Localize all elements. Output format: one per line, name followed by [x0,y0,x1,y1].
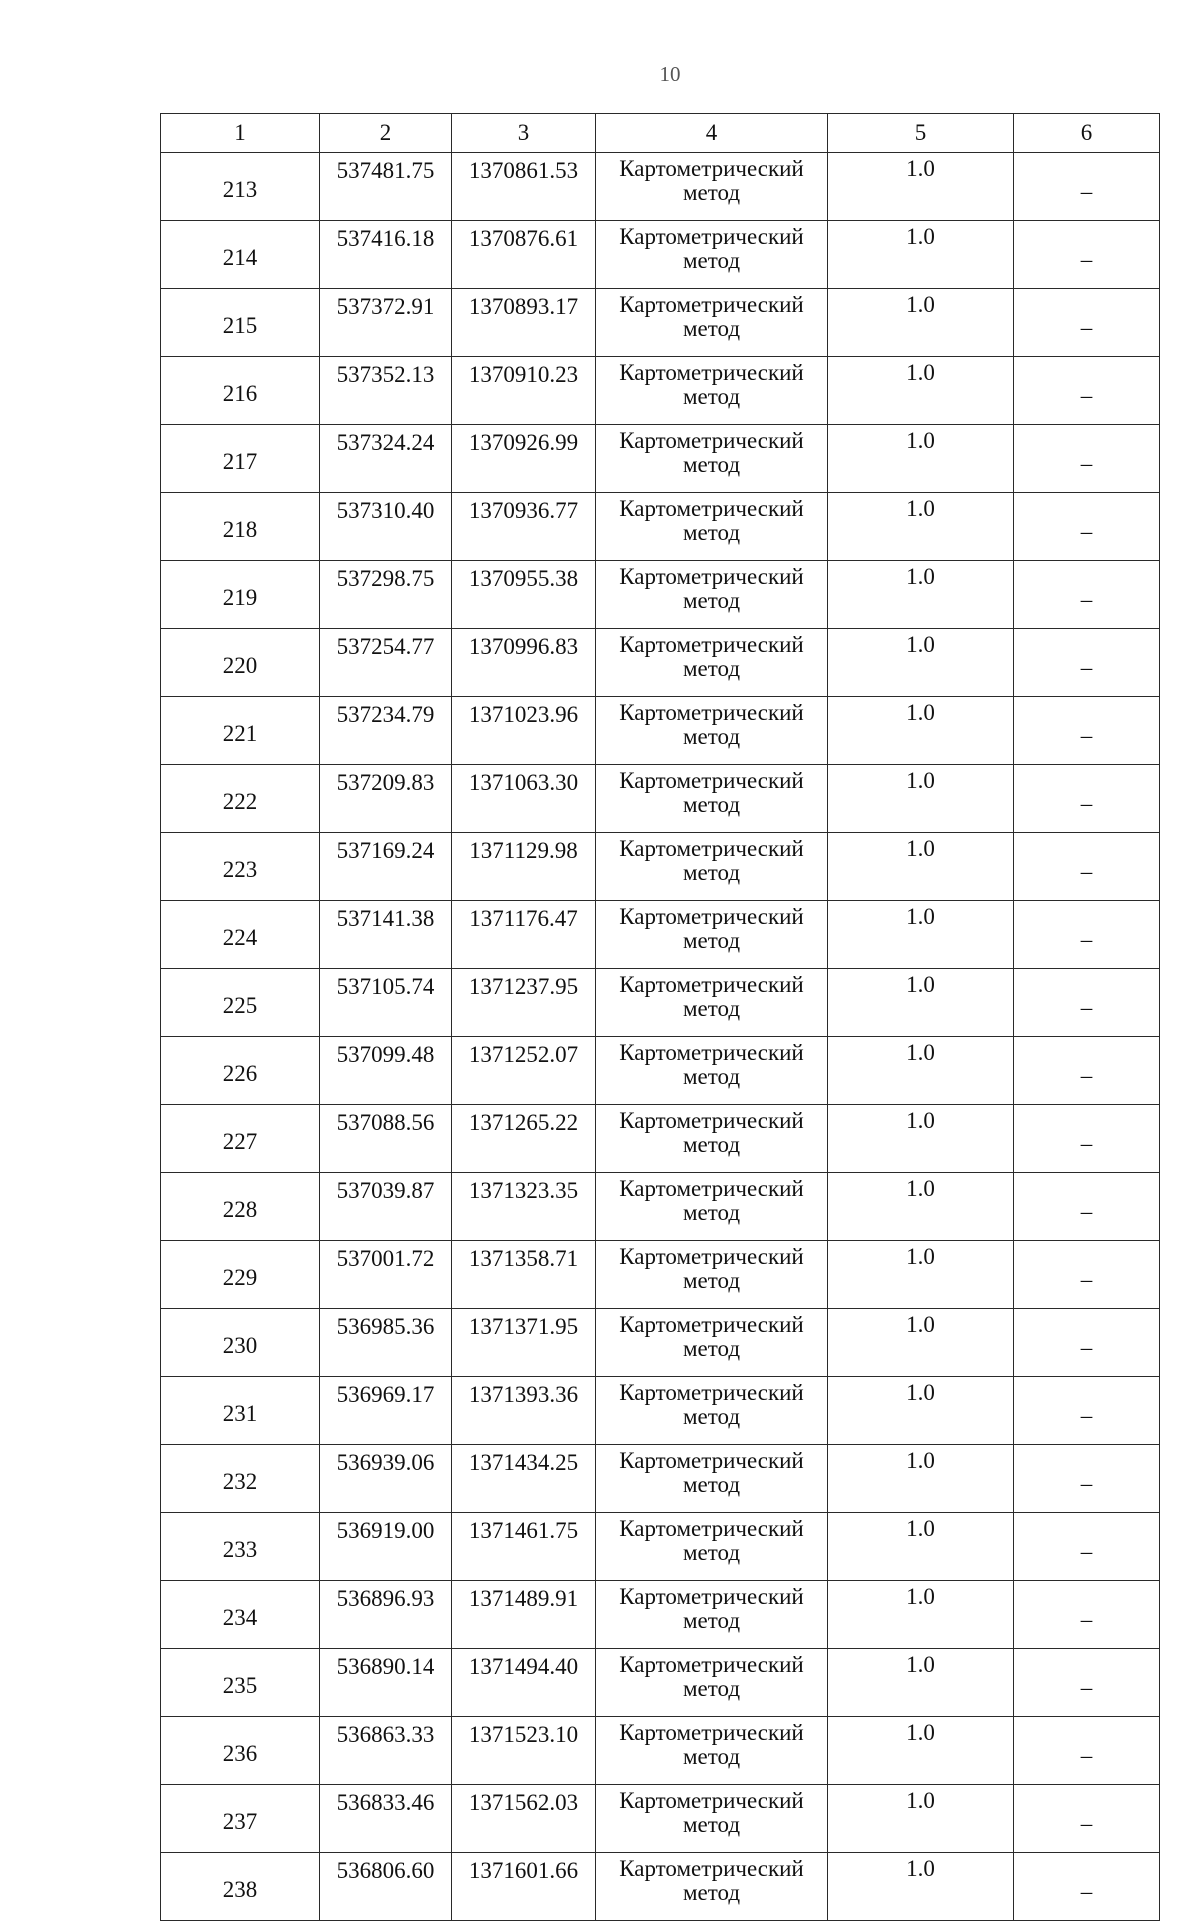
coordinate-x: 537416.18 [320,221,452,289]
accuracy-value: 1.0 [828,1853,1014,1921]
point-number: 216 [161,357,320,425]
method-line-1: Картометрический [619,1720,804,1745]
note-dash: – [1014,833,1160,901]
point-number: 219 [161,561,320,629]
method-cell [596,153,828,221]
coordinate-y: 1370910.23 [452,357,596,425]
method-line-1: Картометрический [619,972,804,997]
accuracy-value: 1.0 [828,221,1014,289]
accuracy-value: 1.0 [828,1717,1014,1785]
method-line-1: Картометрический [619,1312,804,1337]
point-number: 223 [161,833,320,901]
coordinate-x: 537099.48 [320,1037,452,1105]
coordinate-x: 537001.72 [320,1241,452,1309]
coordinate-y: 1370876.61 [452,221,596,289]
method-line-2: метод [682,316,741,342]
table-row [161,833,1160,901]
coordinate-x: 537039.87 [320,1173,452,1241]
method-line-2: метод [682,384,741,410]
method-line-2: метод [682,656,741,682]
point-number: 214 [161,221,320,289]
method-cell [596,289,828,357]
accuracy-value: 1.0 [828,1785,1014,1853]
accuracy-value: 1.0 [828,1105,1014,1173]
method-line-1: Картометрический [619,768,804,793]
accuracy-value: 1.0 [828,425,1014,493]
method-cell [596,1717,828,1785]
method-line-2: метод [682,1472,741,1498]
note-dash: – [1014,1649,1160,1717]
header-col-6: 6 [1014,114,1160,153]
method-line-2: метод [682,1608,741,1634]
method-line-2: метод [682,1336,741,1362]
accuracy-value: 1.0 [828,1445,1014,1513]
method-cell [596,629,828,697]
note-dash: – [1014,153,1160,221]
note-dash: – [1014,697,1160,765]
accuracy-value: 1.0 [828,561,1014,629]
note-dash: – [1014,901,1160,969]
accuracy-value: 1.0 [828,765,1014,833]
note-dash: – [1014,289,1160,357]
method-line-2: метод [682,1880,741,1906]
point-number: 224 [161,901,320,969]
accuracy-value: 1.0 [828,1173,1014,1241]
point-number: 233 [161,1513,320,1581]
method-line-1: Картометрический [619,564,804,589]
accuracy-value: 1.0 [828,153,1014,221]
coordinate-x: 537352.13 [320,357,452,425]
accuracy-value: 1.0 [828,1309,1014,1377]
method-line-1: Картометрический [619,1108,804,1133]
coordinate-x: 537234.79 [320,697,452,765]
coordinate-y: 1371265.22 [452,1105,596,1173]
method-cell [596,1037,828,1105]
note-dash: – [1014,357,1160,425]
table-row [161,1309,1160,1377]
table-row [161,1377,1160,1445]
method-line-1: Картометрический [619,700,804,725]
coordinate-x: 537372.91 [320,289,452,357]
method-cell [596,1785,828,1853]
method-cell [596,357,828,425]
point-number: 226 [161,1037,320,1105]
accuracy-value: 1.0 [828,493,1014,561]
method-line-1: Картометрический [619,496,804,521]
point-number: 229 [161,1241,320,1309]
method-line-1: Картометрический [619,360,804,385]
table-header [161,114,1160,153]
coordinate-y: 1370893.17 [452,289,596,357]
coordinate-y: 1371129.98 [452,833,596,901]
note-dash: – [1014,1377,1160,1445]
table-row [161,357,1160,425]
method-line-2: метод [682,996,741,1022]
table-row [161,1853,1160,1921]
coordinate-x: 537169.24 [320,833,452,901]
coordinate-y: 1371434.25 [452,1445,596,1513]
point-number: 236 [161,1717,320,1785]
accuracy-value: 1.0 [828,629,1014,697]
note-dash: – [1014,425,1160,493]
coordinate-y: 1370936.77 [452,493,596,561]
coordinate-y: 1371371.95 [452,1309,596,1377]
coordinates-table [160,113,1160,1921]
accuracy-value: 1.0 [828,357,1014,425]
point-number: 234 [161,1581,320,1649]
method-line-2: метод [682,1812,741,1838]
coordinate-y: 1370861.53 [452,153,596,221]
method-line-1: Картометрический [619,1176,804,1201]
method-line-2: метод [682,520,741,546]
method-line-2: метод [682,860,741,886]
method-cell [596,1445,828,1513]
coordinate-y: 1371523.10 [452,1717,596,1785]
table-row [161,1105,1160,1173]
method-line-1: Картометрический [619,1788,804,1813]
accuracy-value: 1.0 [828,901,1014,969]
coordinate-x: 537481.75 [320,153,452,221]
method-line-2: метод [682,452,741,478]
coordinate-x: 536833.46 [320,1785,452,1853]
coordinate-y: 1371461.75 [452,1513,596,1581]
method-cell [596,969,828,1037]
method-line-1: Картометрический [619,632,804,657]
method-cell [596,1581,828,1649]
coordinate-x: 536806.60 [320,1853,452,1921]
table-row [161,153,1160,221]
method-line-2: метод [682,792,741,818]
coordinate-x: 536890.14 [320,1649,452,1717]
accuracy-value: 1.0 [828,1581,1014,1649]
method-cell [596,1309,828,1377]
accuracy-value: 1.0 [828,697,1014,765]
table-row [161,1037,1160,1105]
method-line-2: метод [682,1404,741,1430]
note-dash: – [1014,1785,1160,1853]
table-row [161,1241,1160,1309]
coordinate-y: 1370955.38 [452,561,596,629]
note-dash: – [1014,1445,1160,1513]
method-line-2: метод [682,724,741,750]
table-row [161,629,1160,697]
accuracy-value: 1.0 [828,969,1014,1037]
method-cell [596,1649,828,1717]
method-cell [596,1105,828,1173]
accuracy-value: 1.0 [828,1241,1014,1309]
header-row [161,114,1160,153]
point-number: 238 [161,1853,320,1921]
coordinate-x: 537324.24 [320,425,452,493]
method-line-1: Картометрический [619,836,804,861]
coordinate-y: 1370926.99 [452,425,596,493]
table-body [161,153,1160,1921]
note-dash: – [1014,765,1160,833]
coordinate-x: 536863.33 [320,1717,452,1785]
method-line-2: метод [682,248,741,274]
method-line-2: метод [682,1540,741,1566]
coordinate-y: 1370996.83 [452,629,596,697]
accuracy-value: 1.0 [828,1037,1014,1105]
table-row [161,765,1160,833]
point-number: 231 [161,1377,320,1445]
method-cell [596,1513,828,1581]
method-cell [596,1241,828,1309]
method-line-2: метод [682,928,741,954]
method-cell [596,425,828,493]
method-line-1: Картометрический [619,1448,804,1473]
method-line-2: метод [682,1064,741,1090]
point-number: 227 [161,1105,320,1173]
header-col-4: 4 [596,114,828,153]
coordinate-y: 1371176.47 [452,901,596,969]
method-line-1: Картометрический [619,1584,804,1609]
method-line-2: метод [682,1132,741,1158]
coordinate-y: 1371562.03 [452,1785,596,1853]
method-line-1: Картометрический [619,1652,804,1677]
method-line-2: метод [682,1200,741,1226]
note-dash: – [1014,629,1160,697]
coordinate-x: 537088.56 [320,1105,452,1173]
note-dash: – [1014,1241,1160,1309]
note-dash: – [1014,1717,1160,1785]
coordinate-y: 1371393.36 [452,1377,596,1445]
coordinate-x: 537105.74 [320,969,452,1037]
note-dash: – [1014,969,1160,1037]
accuracy-value: 1.0 [828,289,1014,357]
accuracy-value: 1.0 [828,833,1014,901]
method-line-2: метод [682,588,741,614]
coordinate-y: 1371323.35 [452,1173,596,1241]
table-row [161,1445,1160,1513]
coordinate-x: 536919.00 [320,1513,452,1581]
method-line-2: метод [682,1676,741,1702]
method-line-1: Картометрический [619,1516,804,1541]
coordinate-x: 537209.83 [320,765,452,833]
method-cell [596,493,828,561]
method-line-1: Картометрический [619,224,804,249]
table-row [161,289,1160,357]
note-dash: – [1014,1105,1160,1173]
method-cell [596,221,828,289]
point-number: 225 [161,969,320,1037]
method-cell [596,1853,828,1921]
point-number: 220 [161,629,320,697]
point-number: 237 [161,1785,320,1853]
note-dash: – [1014,493,1160,561]
coordinate-y: 1371252.07 [452,1037,596,1105]
note-dash: – [1014,1173,1160,1241]
method-line-2: метод [682,1744,741,1770]
point-number: 222 [161,765,320,833]
coordinate-x: 536896.93 [320,1581,452,1649]
table-row [161,1785,1160,1853]
coordinate-y: 1371489.91 [452,1581,596,1649]
method-line-1: Картометрический [619,1380,804,1405]
method-cell [596,697,828,765]
note-dash: – [1014,561,1160,629]
method-line-1: Картометрический [619,292,804,317]
method-cell [596,561,828,629]
method-cell [596,1377,828,1445]
note-dash: – [1014,221,1160,289]
coordinate-y: 1371601.66 [452,1853,596,1921]
table-row [161,1581,1160,1649]
table-row [161,1513,1160,1581]
coordinate-y: 1371237.95 [452,969,596,1037]
coordinate-y: 1371494.40 [452,1649,596,1717]
accuracy-value: 1.0 [828,1377,1014,1445]
accuracy-value: 1.0 [828,1649,1014,1717]
header-col-2: 2 [320,114,452,153]
page-number: 10 [659,62,681,86]
table-row [161,221,1160,289]
note-dash: – [1014,1513,1160,1581]
coordinate-x: 537141.38 [320,901,452,969]
method-line-2: метод [682,1268,741,1294]
method-cell [596,1173,828,1241]
note-dash: – [1014,1309,1160,1377]
table-row [161,1173,1160,1241]
point-number: 218 [161,493,320,561]
header-col-5: 5 [828,114,1014,153]
point-number: 230 [161,1309,320,1377]
point-number: 228 [161,1173,320,1241]
note-dash: – [1014,1853,1160,1921]
point-number: 232 [161,1445,320,1513]
point-number: 213 [161,153,320,221]
coordinate-y: 1371358.71 [452,1241,596,1309]
coordinate-x: 537254.77 [320,629,452,697]
coordinate-x: 536939.06 [320,1445,452,1513]
table-row [161,1717,1160,1785]
method-line-1: Картометрический [619,1040,804,1065]
table-row [161,697,1160,765]
method-cell [596,833,828,901]
method-line-1: Картометрический [619,1244,804,1269]
note-dash: – [1014,1037,1160,1105]
point-number: 235 [161,1649,320,1717]
header-col-1: 1 [161,114,320,153]
note-dash: – [1014,1581,1160,1649]
accuracy-value: 1.0 [828,1513,1014,1581]
table-row [161,425,1160,493]
table-row [161,1649,1160,1717]
header-col-3: 3 [452,114,596,153]
method-line-1: Картометрический [619,904,804,929]
table-row [161,969,1160,1037]
coordinate-x: 536985.36 [320,1309,452,1377]
method-cell [596,901,828,969]
point-number: 221 [161,697,320,765]
coordinate-y: 1371023.96 [452,697,596,765]
table-row [161,561,1160,629]
coordinate-x: 536969.17 [320,1377,452,1445]
table-row [161,901,1160,969]
point-number: 215 [161,289,320,357]
method-line-2: метод [682,180,741,206]
coordinate-y: 1371063.30 [452,765,596,833]
method-cell [596,765,828,833]
coordinate-x: 537298.75 [320,561,452,629]
point-number: 217 [161,425,320,493]
table-row [161,493,1160,561]
method-line-1: Картометрический [619,156,804,181]
method-line-1: Картометрический [619,1856,804,1881]
method-line-1: Картометрический [619,428,804,453]
coordinate-x: 537310.40 [320,493,452,561]
